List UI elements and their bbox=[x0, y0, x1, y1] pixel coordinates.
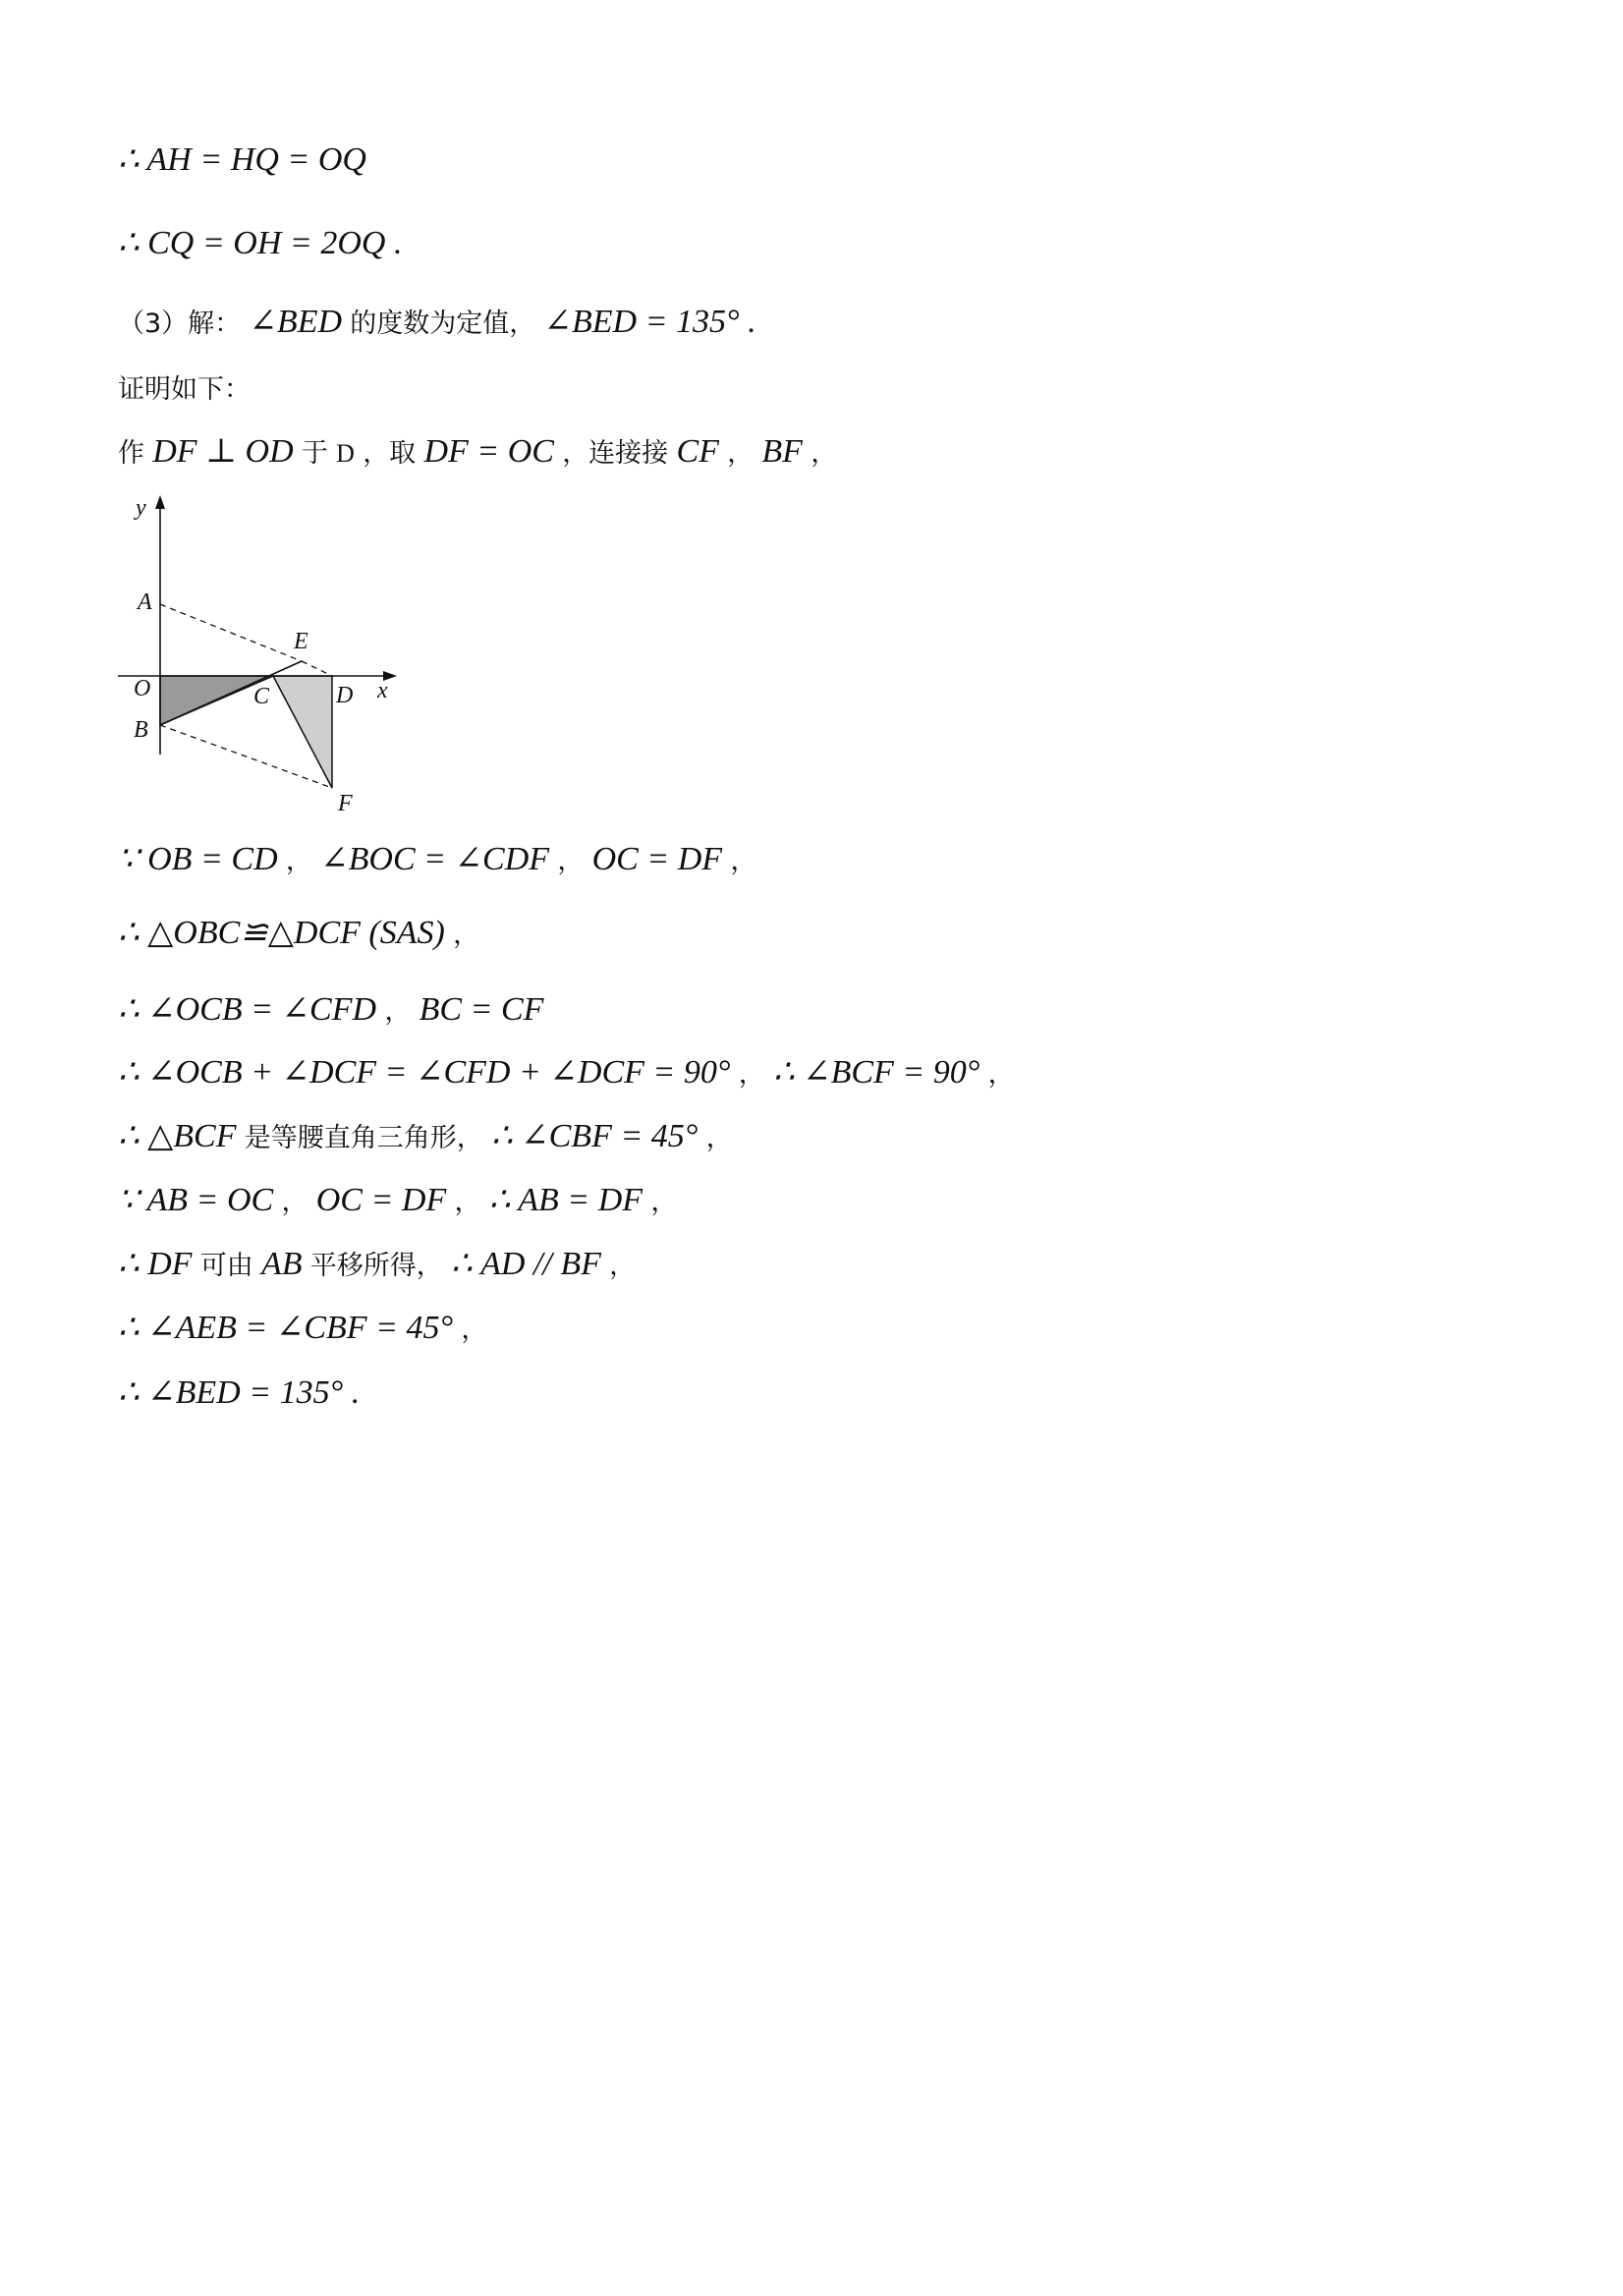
math-text: ∴ DF bbox=[118, 1246, 193, 1282]
label-f: F bbox=[338, 791, 353, 816]
line-8 bbox=[118, 990, 543, 1032]
cjk-text: ， bbox=[461, 1315, 488, 1345]
line-4 bbox=[118, 368, 251, 410]
label-d: D bbox=[336, 683, 354, 708]
math-text: ∴ CQ = OH = 2OQ . bbox=[118, 225, 403, 261]
dashed-ae bbox=[160, 604, 302, 661]
cjk-text: 作 bbox=[118, 438, 144, 469]
math-text: ∴ ∠BED = 135° . bbox=[118, 1374, 361, 1411]
math-text: ∵ AB = OC bbox=[118, 1182, 274, 1218]
math-text: OC = DF bbox=[591, 841, 723, 877]
line-14 bbox=[118, 1373, 360, 1413]
math-text: ∴ ∠AEB = ∠CBF = 45° bbox=[118, 1310, 454, 1346]
cjk-text: 是等腰直角三角形， bbox=[244, 1123, 483, 1153]
line-2 bbox=[118, 224, 402, 263]
cjk-text: 可由 bbox=[199, 1251, 253, 1281]
label-c: C bbox=[253, 684, 270, 709]
math-text: ∴ ∠BCF = 90° bbox=[772, 1054, 980, 1091]
line-9 bbox=[118, 1053, 1015, 1094]
math-text: CF bbox=[676, 433, 719, 470]
cjk-text: 的度数为定值， bbox=[350, 308, 536, 339]
cjk-text: （3）解： bbox=[118, 308, 242, 339]
math-text: AB bbox=[260, 1246, 303, 1282]
math-text: BC = CF bbox=[419, 991, 544, 1028]
cjk-text: ， bbox=[727, 438, 755, 469]
math-text: ∴ △BCF bbox=[118, 1118, 237, 1154]
math-text: ∴ ∠OCB + ∠DCF = ∠CFD + ∠DCF = 90° bbox=[118, 1054, 731, 1091]
line-10 bbox=[118, 1117, 733, 1158]
dashed-ed bbox=[302, 661, 332, 676]
cjk-text: ， bbox=[705, 1123, 733, 1153]
cjk-text: ，取 bbox=[363, 438, 417, 469]
line-13 bbox=[118, 1309, 487, 1350]
math-text: DF = OC bbox=[423, 433, 554, 470]
cjk-text: 于 bbox=[301, 438, 328, 469]
cjk-text: ， bbox=[811, 438, 838, 469]
math-text: D bbox=[336, 439, 355, 468]
cjk-text: ， bbox=[987, 1059, 1015, 1090]
label-b: B bbox=[134, 717, 148, 743]
math-text: ∴ ∠OCB = ∠CFD bbox=[118, 991, 377, 1028]
math-text: ∴ AH = HQ = OQ bbox=[118, 141, 366, 178]
line-1 bbox=[118, 140, 366, 180]
triangle-dcf bbox=[273, 676, 332, 788]
cjk-text: ， bbox=[609, 1251, 637, 1281]
math-text: ∴ ∠CBF = 45° bbox=[491, 1118, 699, 1154]
math-text: ∴ AB = DF bbox=[488, 1182, 644, 1218]
cjk-text: ， bbox=[384, 996, 412, 1027]
cjk-text: ， bbox=[285, 846, 312, 876]
cjk-text: ， bbox=[557, 846, 585, 876]
cjk-text: ， bbox=[453, 920, 480, 950]
label-o: O bbox=[134, 676, 151, 701]
cjk-text: 平移所得， bbox=[309, 1251, 443, 1281]
line-12 bbox=[118, 1245, 636, 1286]
math-text: DF ⊥ OD bbox=[152, 433, 294, 470]
cjk-text: ， bbox=[730, 846, 757, 876]
math-text: ∠BOC = ∠CDF bbox=[320, 841, 550, 877]
line-7 bbox=[118, 914, 479, 955]
math-text: OC = DF bbox=[315, 1182, 447, 1218]
label-e: E bbox=[294, 629, 308, 654]
math-text: ∠BED = 135° . bbox=[543, 304, 756, 340]
math-text: BF bbox=[761, 433, 803, 470]
geometry-figure bbox=[110, 491, 424, 825]
math-text: ∠BED bbox=[249, 304, 343, 340]
cjk-text: ， bbox=[738, 1059, 765, 1090]
cjk-text: ， bbox=[281, 1187, 308, 1217]
math-text: ∴ △OBC≌△DCF (SAS) bbox=[118, 915, 445, 951]
label-a: A bbox=[138, 589, 152, 615]
line-11 bbox=[118, 1181, 677, 1222]
line-5 bbox=[118, 432, 837, 474]
math-text: ∵ OB = CD bbox=[118, 841, 278, 877]
label-x: x bbox=[377, 678, 388, 703]
math-text: ∴ AD // BF bbox=[451, 1246, 601, 1282]
line-3 bbox=[118, 303, 756, 344]
cjk-text: ， bbox=[650, 1187, 678, 1217]
y-axis-arrow bbox=[155, 495, 165, 509]
cjk-text: ，连接接 bbox=[562, 438, 669, 469]
cjk-text: 证明如下： bbox=[118, 374, 251, 405]
label-y: y bbox=[136, 495, 146, 521]
cjk-text: ， bbox=[454, 1187, 481, 1217]
line-6 bbox=[118, 840, 756, 881]
